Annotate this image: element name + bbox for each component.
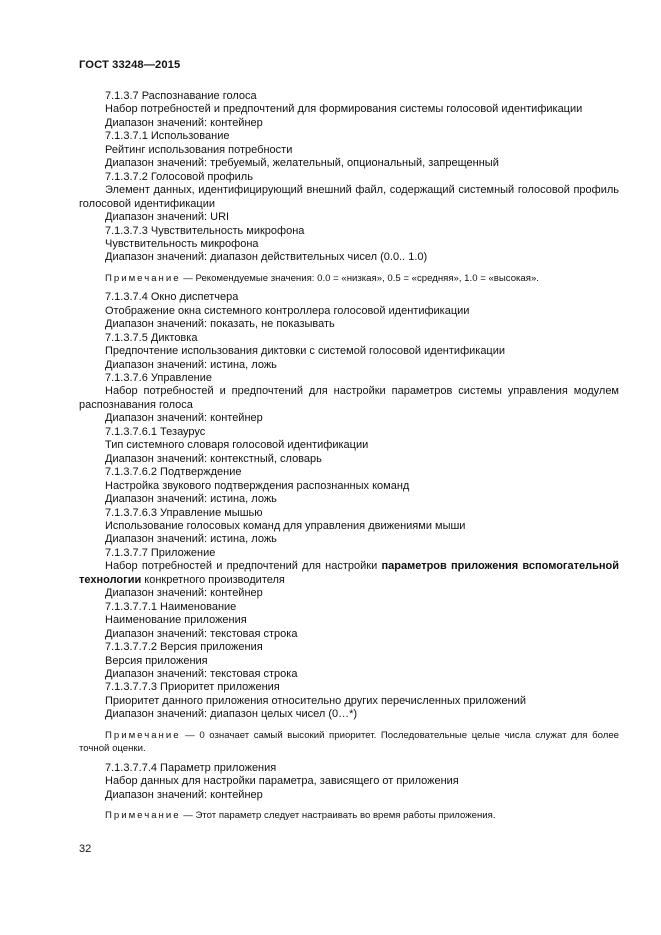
paragraph: Диапазон значений: текстовая строка [105,667,298,680]
page-number: 32 [79,843,92,855]
note-label: Примечание [105,272,181,284]
paragraph: Элемент данных, идентифицирующий внешний файл, содержащий системный голосовой профиль голосовой идентификации [79,184,619,210]
paragraph: Диапазон значений: контейнер [105,116,263,129]
block-application-parameter [79,762,619,802]
paragraph: Диапазон значений: истина, ложь [105,493,277,506]
paragraph: Диапазон значений: истина, ложь [105,358,277,371]
paragraph: Чувствительность микрофона [105,237,259,250]
paragraph: Набор потребностей и предпочтений для настройки параметров системы управления модулем распознавания голоса [79,385,619,411]
paragraph: Диапазон значений: текстовая строка [105,627,298,640]
paragraph: Использование голосовых команд для управления движениями мыши [105,520,466,532]
paragraph: Диапазон значений: контейнер [105,412,263,425]
paragraph: Диапазон значений: диапазон действительных чисел (0.0.. 1.0) [105,251,428,264]
paragraph: 7.1.3.7.6.3 Управление мышью [105,506,263,519]
paragraph: Тип системного словаря голосовой идентификации [105,439,369,452]
note-text: Этот параметр следует настраивать во время работы приложения. [195,809,496,821]
note-text: 0 означает самый высокий приоритет. Последовательные целые числа служат для более точной оценки. [79,729,619,755]
paragraph: Диапазон значений: контейнер [105,788,263,801]
paragraph: 7.1.3.7.1 Использование [105,130,230,143]
paragraph: 7.1.3.7.5 Диктовка [105,331,198,344]
note-dash: — [180,809,196,821]
paragraph: Диапазон значений: контейнер [105,587,263,600]
paragraph: 7.1.3.7.6.2 Подтверждение [105,466,242,479]
paragraph: Отображение окна системного контроллера голосовой идентификации [105,304,470,317]
note-dash: — [180,729,200,741]
paragraph: Приоритет данного приложения относительно других перечисленных приложений [105,694,527,707]
paragraph-application [79,560,619,587]
paragraph: Диапазон значений: URI [105,211,230,224]
app-text-bold: параметров приложения вспомогательной технологии [79,560,619,586]
paragraph: Рейтинг использования потребности [105,143,293,156]
note-text: Рекомендуемые значения: 0.0 = «низкая», 0.5 = «средняя», 1.0 = «высокая». [195,272,539,284]
app-text-part2: конкретного производителя [141,573,285,586]
note-label: Примечание [105,729,181,741]
paragraph: 7.1.3.7.7 Приложение [105,546,216,559]
paragraph: Наименование приложения [105,614,247,627]
note-parameter [79,809,619,822]
paragraph: 7.1.3.7.7.2 Версия приложения [105,641,263,654]
paragraph: Диапазон значений: показать, не показывать [105,318,335,331]
paragraph: 7.1.3.7.3 Чувствительность микрофона [105,224,305,237]
note-label: Примечание [105,809,181,821]
paragraph: 7.1.3.7.7.4 Параметр приложения [105,761,277,774]
note-dash: — [180,272,196,284]
block-application [79,587,619,722]
app-text-part1: Набор потребностей и предпочтений для настройки [105,560,382,573]
paragraph: 7.1.3.7 Распознавание голоса [105,90,257,102]
note-priority [79,729,619,756]
paragraph: Диапазон значений: истина, ложь [105,533,277,546]
paragraph: Настройка звукового подтверждения распознанных команд [105,479,410,492]
paragraph: Предпочтение использования диктовки с системой голосовой идентификации [105,345,506,358]
document-code: ГОСТ 33248—2015 [79,59,181,71]
paragraph: Диапазон значений: диапазон целых чисел (0…*) [105,708,358,721]
block-manager-dictation-control [79,291,619,587]
paragraph: Диапазон значений: контекстный, словарь [105,452,322,465]
paragraph: 7.1.3.7.6.1 Тезаурус [105,425,206,438]
paragraph: 7.1.3.7.6 Управление [105,372,213,385]
paragraph: Набор данных для настройки параметра, зависящего от приложения [105,775,459,788]
paragraph: Набор потребностей и предпочтений для формирования системы голосовой идентификации [105,103,583,116]
document-body [79,90,619,822]
block-voice-recognition [79,90,619,265]
paragraph: Диапазон значений: требуемый, желательный, опциональный, запрещенный [105,157,499,170]
paragraph: Версия приложения [105,654,208,667]
note-recommended-values [79,272,619,285]
paragraph: 7.1.3.7.7.3 Приоритет приложения [105,681,280,694]
paragraph: 7.1.3.7.2 Голосовой профиль [105,170,253,183]
paragraph: 7.1.3.7.7.1 Наименование [105,600,237,613]
paragraph: 7.1.3.7.4 Окно диспетчера [105,291,239,304]
